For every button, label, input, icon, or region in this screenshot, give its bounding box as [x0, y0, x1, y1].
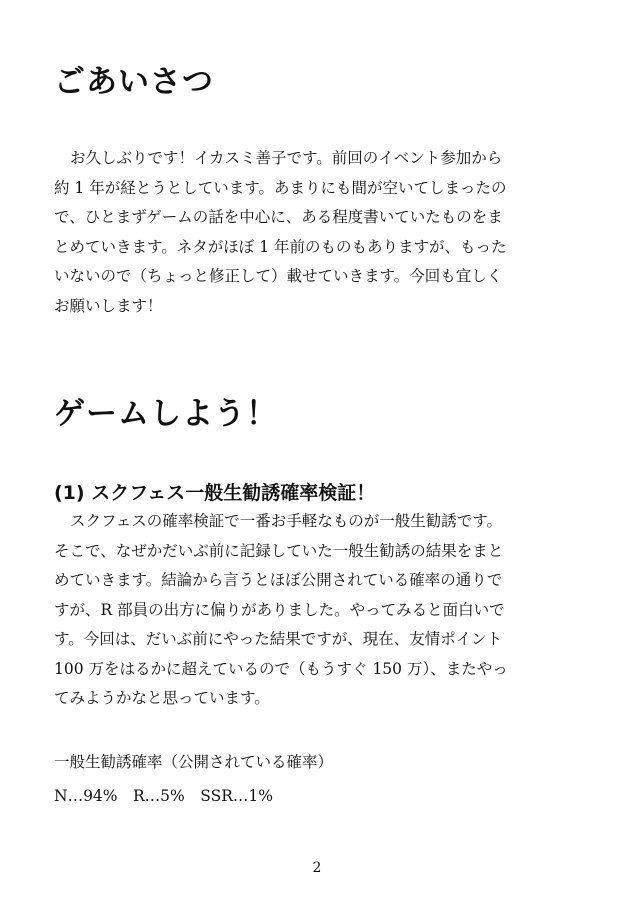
- paragraph-line: 100 万をはるかに超えているので（もうすぐ 150 万）、またやっ: [54, 659, 508, 678]
- paragraph-line: てみようかなと思っています。: [54, 689, 270, 707]
- paragraph-line: そこで、なぜかだいぶ前に記録していた一般生勧誘の結果をまと: [54, 541, 504, 560]
- rates-line: N…94% R…5% SSR…1%: [54, 787, 273, 805]
- greeting-paragraph: [54, 144, 584, 321]
- games-heading: ゲームしよう！: [54, 396, 278, 432]
- paragraph-line: す。今回は、だいぶ前にやった結果ですが、現在、友情ポイント: [54, 630, 503, 648]
- section-heading-scfes: (1) スクフェス一般生勧誘確率検証！: [54, 482, 376, 504]
- paragraph-line: スクフェスの確率検証で一番お手軽なものが一般生勧誘です。: [70, 512, 502, 530]
- paragraph-line: とめていきます。ネタがほぼ 1 年前のものもありますが、もった: [54, 237, 507, 256]
- paragraph-line: で、ひとまずゲームの話を中心に、ある程度書いていたものをま: [54, 208, 503, 226]
- rates-label: 一般生勧誘確率（公開されている確率）: [54, 753, 334, 771]
- scfes-paragraph: [54, 507, 584, 714]
- paragraph-line: いないので（ちょっと修正して）載せていきます。今回も宜しく: [54, 267, 503, 285]
- page-number: 2: [312, 860, 322, 876]
- paragraph-line: お願いします！: [54, 296, 163, 315]
- greeting-heading: ごあいさつ: [54, 64, 214, 100]
- paragraph-line: 約 1 年が経とうとしています。あまりにも間が空いてしまったの: [54, 178, 507, 197]
- paragraph-line: すが、R 部員の出方に偏りがありました。やってみると面白いで: [54, 600, 505, 619]
- paragraph-line: めていきます。結論から言うとほぼ公開されている確率の通りで: [54, 571, 503, 589]
- paragraph-line: お久しぶりです！イカスミ善子です。前回のイベント参加から: [70, 149, 503, 167]
